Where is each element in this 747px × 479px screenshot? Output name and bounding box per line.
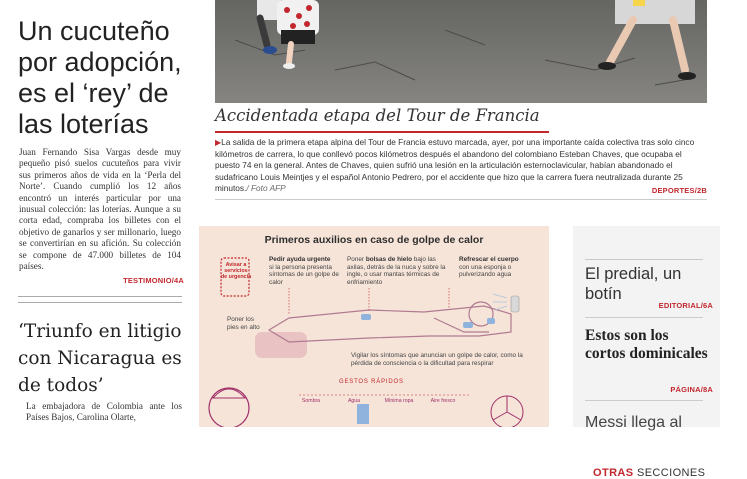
other-label-red: OTRAS: [593, 467, 634, 479]
step-alert-line2: servicios: [224, 268, 248, 275]
photo-credit-prefix: /: [246, 183, 251, 194]
quick-gestures-title: GESTOS RÁPIDOS: [339, 379, 404, 385]
step-call-help-text: si la persona presenta síntomas de un golpe de calor: [269, 263, 339, 286]
gesture-water: Agua: [347, 398, 361, 404]
heatstroke-infographic[interactable]: [199, 226, 549, 427]
sidebar-top-rule: [585, 259, 703, 260]
sidebar-rule-1: [585, 317, 703, 318]
lottery-headline[interactable]: Un cucuteño por adopción, es el ‘rey’ de las loterías: [18, 16, 182, 139]
left-column: [16, 0, 184, 427]
sidebar-headline-cortos[interactable]: Estos son los cortos dominicales: [585, 327, 708, 362]
nicaragua-headline[interactable]: ‘Triunfo en litigio con Nicaragua es de todos’: [18, 321, 182, 396]
feet-up-note: Poner los pies en alto: [227, 316, 260, 331]
nicaragua-body-text: La embajadora de Colombia ante los Países Bajos, Carolina Olarte,: [26, 401, 182, 423]
nicaragua-body: [26, 401, 182, 424]
step-ice-bold: bolsas de hielo: [365, 256, 413, 263]
step-ice-text: bajo las axilas, detrás de la nuca y sobre la ingle, o usar mantas térmicas de enfriamiento: [347, 256, 446, 286]
photo-headline-underline: [215, 131, 549, 133]
step-cool-text: con una esponja o pulverizando agua: [459, 263, 512, 279]
watch-symptoms-note: Vigilar los síntomas que anuncian un golpe de calor, como la pérdida de consciencia o la dificultad para respirar: [351, 352, 523, 367]
tour-photo-image: [215, 0, 707, 103]
sidebar-headline-predial[interactable]: El predial, un botín: [585, 265, 682, 303]
photo-caption: [215, 137, 707, 195]
gesture-fresh-air: Aire fresco: [430, 398, 456, 404]
other-label-rest: SECCIONES: [633, 467, 706, 479]
sidebar-headline-messi[interactable]: Messi llega al: [585, 414, 682, 431]
step-alert-line3: de urgencia: [220, 274, 252, 281]
photo-section-tag[interactable]: DEPORTES/2B: [651, 186, 707, 195]
lottery-section-tag[interactable]: TESTIMONIO/4A: [123, 276, 184, 285]
lottery-body: [19, 147, 181, 272]
sidebar-rule-2: [585, 400, 703, 401]
photo-credit: Foto AFP: [250, 183, 286, 194]
step-ice-prefix: Poner: [347, 256, 366, 263]
step-call-help-bold: Pedir ayuda urgente: [269, 256, 331, 263]
photo-caption-text: [215, 137, 707, 195]
gesture-min-clothes: Mínima ropa: [384, 398, 414, 404]
left-divider-2: [18, 302, 182, 303]
gesture-shade: Sombra: [301, 398, 321, 404]
step-alert-label: [219, 262, 253, 281]
gesture-divider-line: [299, 392, 469, 398]
step-cool-body: [459, 256, 541, 279]
step-cool-bold: Refrescar el cuerpo: [459, 256, 519, 263]
other-sections-label: [593, 467, 705, 479]
photo-divider: [215, 199, 707, 200]
infographic-title: Primeros auxilios en caso de golpe de calor: [264, 234, 484, 246]
photo-caption-body: La salida de la primera etapa alpina del Tour de Francia estuvo marcada, ayer, por una importante caída colectiva tras solo cinco kilómetros de carrera, lo que conllevó pocos kilómetros después el abandono del colombiano Esteban Chaves, que ocupaba el puesto 74 en la general. Antes de Chaves, quien sufrió una lesión en la articulación esternoclavicular, habían abandonado el sudafricano Louis Meintjes y el español Antonio Pedrero, por el accidente que hizo que la carrera fuera neutralizada durante 25 minutos.: [215, 137, 695, 194]
left-divider: [18, 296, 182, 297]
sidebar-tag-editorial[interactable]: EDITORIAL/6A: [658, 301, 713, 310]
step-call-help: [269, 256, 343, 286]
arrow-right-icon: ▶: [215, 138, 222, 147]
step-ice-bags: [347, 256, 447, 286]
tour-photo[interactable]: [215, 0, 707, 103]
step-alert-line1: Avisar a: [225, 262, 247, 268]
photo-headline[interactable]: Accidentada etapa del Tour de Francia: [215, 106, 540, 125]
lottery-body-text: Juan Fernando Sisa Vargas desde muy pequeño pisó suelos cucuteños para vivir sus primeros años de vida en la ‘Perla del Norte’. Cuando cumplió los 12 años encontró un interés particular por una inusual colección: las loterías. Aunque a su corta edad, compraba los billetes con el objetivo de ganarlos y ser millonario, luego se convertirían en su afición. Su colección se compone de 47.000 billetes de 104 países.: [19, 147, 181, 272]
sidebar-tag-pagina[interactable]: PÁGINA/8A: [670, 385, 713, 394]
